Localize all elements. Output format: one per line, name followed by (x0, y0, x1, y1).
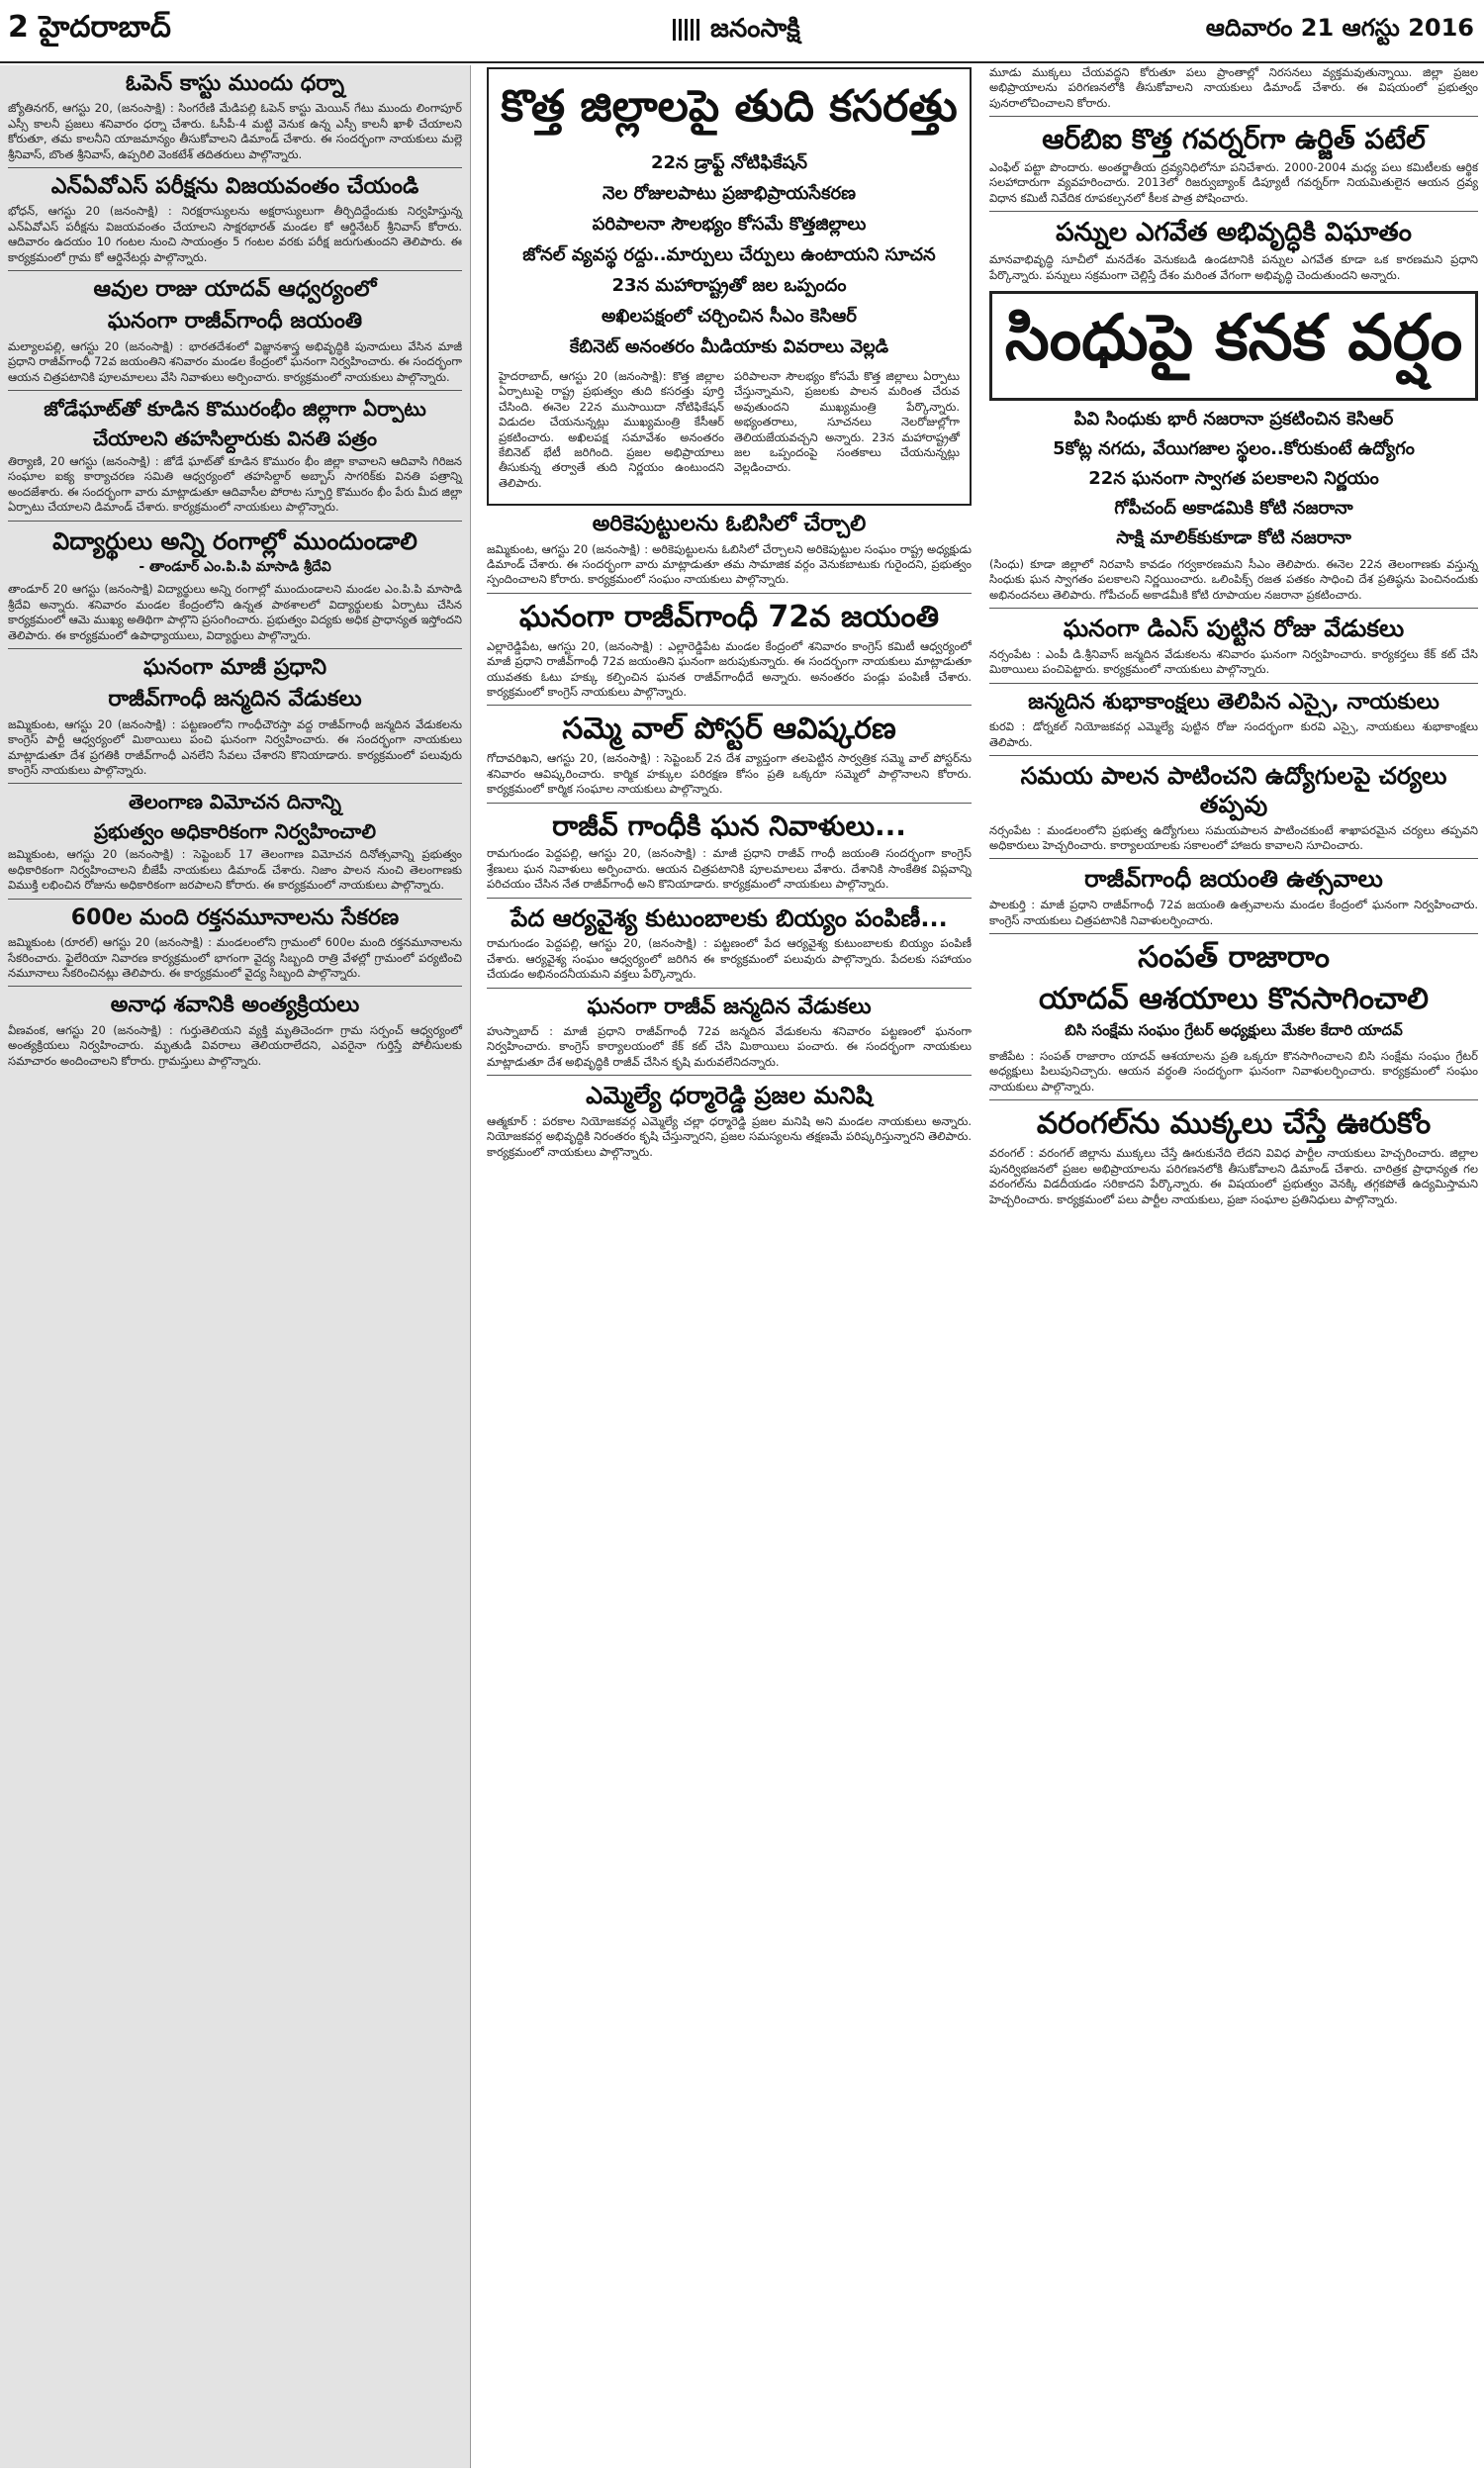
article-title: ఘనంగా డిఎస్‌ పుట్టిన రోజు వేడుకలు (1063, 615, 1405, 643)
divider (8, 167, 462, 168)
article-body: మానవాభివృద్ధి సూచీలో మనదేశం వెనుకబడి ఉండటానికి పన్నుల ఎగవేత కూడా ఒక కారణమని ప్రధాని పేర్కొన్నారు. పన్నులు సక్రమంగా చెల్లిస్తే దేశం మరింత వేగంగా అభివృద్ధి చెందుతుందని అన్నారు. (989, 252, 1478, 282)
divider (989, 858, 1478, 859)
article-body: జమ్మికుంట, ఆగస్టు 20 (జనంసాక్షి) : పట్టణంలోని గాంధీచౌరస్తా వద్ద రాజీవ్‌గాంధీ జన్మదిన వేడుకలను కాంగ్రెస్‌ పార్టీ ఆధ్వర్యంలో మిఠాయిలు పంచి ఘనంగా నిర్వహించారు. ఈ సందర్భంగా నాయకులు మాట్లాడుతూ దేశ ప్రగతికి రాజీవ్‌గాంధీ ఎనలేని సేవలు చేశారని కొనియాడారు. కార్యక్రమంలో పలువురు కాంగ్రెస్‌ నాయకులు పాల్గొన్నారు. (8, 716, 462, 778)
article-body: ఎంఫిల్‌ పట్టా పొందారు. అంతర్జాతీయ ద్రవ్యనిధిలోనూ పనిచేశారు. 2000-2004 మధ్య పలు కమిటీలకు ఆర్థిక సలహాదారుగా వ్యవహరించారు. 2013లో రిజర్వుబ్యాంక్‌ డిప్యూటీ గవర్నర్‌గా నియమితులైన ఆయన ద్రవ్య విధాన కమిటీ నివేదిక రూపకల్పనలో కీలక పాత్ర పోషించారు. (989, 159, 1478, 205)
article-title-line2: చేయాలని తహసిల్దారుకు వినతి పత్రం (93, 427, 377, 451)
article-title: అరికెపుట్టులను ఓబిసిలో చేర్చాలి (592, 512, 867, 537)
article-title: వరంగల్‌ను ముక్కలు చేస్తే ఊరుకోం (1036, 1106, 1432, 1142)
article-body: జమ్మికుంట, ఆగస్టు 20 (జనంసాక్షి) : అరికెపుట్టులను ఓబిసిలో చేర్చాలని అరికెపుట్టుల సంఘం రాష్ట్ర అధ్యక్షుడు డిమాండ్‌ చేశారు. ఈ సందర్భంగా వారు మాట్లాడుతూ తమ సామాజిక వర్గం వెనుకబాటుకు గురైందని, ప్రభుత్వం స్పందించాలని కోరారు. కార్యక్రమంలో సంఘం నాయకులు పాల్గొన్నారు. (487, 541, 972, 587)
masthead-title: జనంసాక్షి (710, 14, 800, 44)
article-body: నర్సంపేట : ఎంపీ డి.శ్రీనివాస్‌ జన్మదిన వేడుకలను శనివారం ఘనంగా నిర్వహించారు. కార్యకర్తలు కేక్‌ కట్‌ చేసి మిఠాయిలు పంచిపెట్టారు. కార్యక్రమంలో నాయకులు పాల్గొన్నారు. (989, 647, 1478, 677)
article-body: గోదావరిఖని, ఆగస్టు 20, (జనంసాక్షి) : సెప్టెంబర్‌ 2న దేశ వ్యాప్తంగా తలపెట్టిన సార్వత్రిక సమ్మె వాల్‌ పోస్టర్‌ను శనివారం ఆవిష్కరించారు. కార్మిక హక్కుల పరిరక్షణ కోసం ప్రతి ఒక్కరూ సమ్మెలో పాల్గొనాలని కోరారు. కార్యక్రమంలో కార్మిక సంఘాల నాయకులు పాల్గొన్నారు. (487, 751, 972, 797)
article-body: మల్యాలపల్లి, ఆగస్టు 20 (జనంసాక్షి) : భారతదేశంలో విజ్ఞానశాస్త్ర అభివృద్ధికి పునాదులు వేసిన మాజీ ప్రధాని రాజీవ్‌గాంధీ 72వ జయంతిని శనివారం మండల కేంద్రంలో ఘనంగా నిర్వహించారు. ఈ సందర్భంగా ఆయన చిత్రపటానికి పూలమాలలు వేసి నివాళులు అర్పించారు. కార్యక్రమంలో నాయకులు పాల్గొన్నారు. (8, 338, 462, 384)
article-title: సమ్మె వాల్‌ పోస్టర్‌ ఆవిష్కరణ (562, 712, 896, 747)
article-title: రాజీవ్‌ గాంధీకి ఘన నివాళులు... (552, 809, 906, 842)
article-title-line2: యాదవ్‌ ఆశయాలు కొనసాగించాలి (1038, 982, 1430, 1017)
article-title: జన్మదిన శుభాకాంక్షలు తెలిపిన ఎస్సై, నాయకులు (1028, 689, 1439, 714)
divider (8, 390, 462, 391)
page-date: ఆదివారం 21 ఆగస్టు 2016 (1205, 14, 1474, 42)
article-title-line2: ప్రభుత్వం అధికారికంగా నిర్వహించాలి (93, 819, 377, 844)
divider (989, 933, 1478, 934)
divider (989, 683, 1478, 684)
feature-deck: 5కోట్ల నగదు, వేయిగజాల స్థలం..కోరుకుంటే ఉద్యోగం (1053, 438, 1415, 460)
divider (8, 783, 462, 784)
article-body: నర్సంపేట : మండలంలోని ప్రభుత్వ ఉద్యోగులు సమయపాలన పాటించకుంటే శాఖాపరమైన చర్యలు తప్పవని అధికారులు హెచ్చరించారు. కార్యాలయాలకు సకాలంలో హాజరు కావాలని సూచించారు. (989, 822, 1478, 853)
article-body: హుస్నాబాద్‌ : మాజీ ప్రధాని రాజీవ్‌గాంధీ 72వ జన్మదిన వేడుకలను శనివారం పట్టణంలో ఘనంగా నిర్వహించారు. కాంగ్రెస్‌ కార్యాలయంలో కేక్‌ కట్‌ చేసి మిఠాయిలు పంచారు. ఈ సందర్భంగా నాయకులు మాట్లాడుతూ దేశ అభివృద్ధికి రాజీవ్‌ చేసిన కృషి మరువలేనిదన్నారు. (487, 1023, 972, 1069)
article-body: కురవి : డోర్నకల్‌ నియోజకవర్గ ఎమ్మెల్యే పుట్టిన రోజు సందర్భంగా కురవి ఎస్సై, నాయకులు శుభాకాంక్షలు తెలిపారు. (989, 719, 1478, 749)
article-body: (సింధు) కూడా జిల్లాలో నిరవాసి కావడం గర్వకారణమని సీఎం తెలిపారు. ఈనెల 22న తెలంగాణకు వస్తున్న సింధుకు ఘన స్వాగతం పలకాలని నిర్ణయించారు. ఒలింపిక్స్‌ రజత పతకం సాధించి దేశ ప్రతిష్ఠను పెంచినందుకు అభినందనలు తెలిపారు. గోపీచంద్‌ అకాడమీకి కోటి రూపాయల నజరానా ప్రకటించారు. (989, 557, 1478, 602)
lead-story-deck: పరిపాలనా సౌలభ్యం కోసమే కొత్తజిల్లాలు (592, 214, 867, 235)
article-title: సంపత్‌ రాజారాం (1138, 940, 1330, 976)
lead-story-deck: 22న డ్రాఫ్ట్‌ నోటిఫికేషన్‌ (651, 152, 807, 173)
feature-deck: గోపీచంద్‌ అకాడమికి కోటి నజరానా (1114, 498, 1353, 520)
article-title: పన్నుల ఎగవేత అభివృద్ధికి విఘాతం (1056, 218, 1412, 248)
article-title: ఆర్‌బిఐ కొత్త గవర్నర్‌గా ఉర్జిత్‌ పటేల్‌ (1042, 123, 1426, 156)
newspaper-logo-icon (673, 19, 702, 41)
feature-headline: సింధుపై కనక వర్షం (989, 291, 1478, 401)
article-body: హైదరాబాద్‌, ఆగస్టు 20 (జనంసాక్షి): కొత్త జిల్లాల ఏర్పాటుపై రాష్ట్ర ప్రభుత్వం తుది కసరత్తు పూర్తి చేసింది. ఈనెల 22న ముసాయిదా నోటిఫికేషన్‌ విడుదల చేయనున్నట్లు ముఖ్యమంత్రి కేసీఆర్‌ ప్రకటించారు. అఖిలపక్ష సమావేశం అనంతరం కేబినెట్‌ భేటీ జరిగింది. ప్రజల అభిప్రాయాలు తీసుకున్న తర్వాతే తుది నిర్ణయం ఉంటుందని తెలిపారు. (499, 369, 724, 490)
divider (989, 116, 1478, 117)
article-body: తిర్యాణి, 20 ఆగస్టు (జనంసాక్షి) : జోడే ఘాట్‌తో కూడిన కొమురం భీం జిల్లా కావాలని ఆదివాసి గిరిజన సంఘాల ఐక్య కార్యాచరణ సమితి ఆధ్వర్యంలో తహసిల్దార్‌ అబ్బాస్‌ సాగరిక్‌కు వినతి పత్రాన్ని అందజేశారు. ఈ సందర్భంగా వారు మాట్లాడుతూ ఆదివాసీల పోరాట స్ఫూర్తి కొమురం భీం పేరు మీద జిల్లా ఏర్పాటు చేయాలని డిమాండ్‌ చేశారు. కార్యక్రమంలో నాయకులు పాల్గొన్నారు. (8, 454, 462, 515)
feature-deck: పివి సింధుకు భారీ నజరానా ప్రకటించిన కెసిఆర్‌ (1073, 409, 1394, 430)
article-body: జమ్మికుంట, ఆగస్టు 20 (జనంసాక్షి) : సెప్టెంబర్‌ 17 తెలంగాణ విమోచన దినోత్సవాన్ని ప్రభుత్వం అధికారికంగా నిర్వహించాలని బీజేపీ నాయకులు డిమాండ్‌ చేశారు. నిజాం పాలన నుంచి తెలంగాణకు విముక్తి లభించిన రోజును అధికారికంగా జరపాలని కోరారు. ఈ కార్యక్రమంలో నాయకులు పాల్గొన్నారు. (8, 847, 462, 893)
divider (8, 521, 462, 522)
article-body: మూడు ముక్కలు చేయవద్దని కోరుతూ పలు ప్రాంతాల్లో నిరసనలు వ్యక్తమవుతున్నాయి. జిల్లా ప్రజల అభిప్రాయాలను పరిగణనలోకి తీసుకోవాలని నాయకులు డిమాండ్‌ చేశారు. ఈ విషయంలో ప్రభుత్వం పునరాలోచించాలని కోరారు. (989, 65, 1478, 110)
lead-story-text (499, 369, 960, 496)
divider (8, 648, 462, 649)
lead-story-deck: కేబినెట్‌ అనంతరం మీడియాకు వివరాలు వెల్లడి (569, 336, 889, 357)
masthead (673, 14, 800, 49)
divider (8, 986, 462, 987)
article-body: ఆత్మకూర్‌ : పరకాల నియోజకవర్గ ఎమ్మెల్యే చల్లా ధర్మారెడ్డి ప్రజల మనిషి అని మండల నాయకులు అన్నారు. నియోజకవర్గ అభివృద్ధికి నిరంతరం కృషి చేస్తున్నారని, ప్రజల సమస్యలను తక్షణమే పరిష్కరిస్తున్నారని తెలిపారు. కార్యక్రమంలో నాయకులు పాల్గొన్నారు. (487, 1113, 972, 1159)
divider (8, 270, 462, 271)
article-title-line2: రాజీవ్‌గాంధీ జన్మదిన వేడుకలు (108, 687, 362, 713)
article-title: ఆవుల రాజు యాదవ్‌ ఆధ్వర్యంలో (93, 277, 377, 303)
article-body: భోధన్‌, ఆగస్టు 20 (జనంసాక్షి) : నిరక్షరాస్యులను అక్షరాస్యులుగా తీర్చిదిద్దేందుకు నిర్వహిస్తున్న ఎన్‌ఏవోఎస్‌ పరీక్షను విజయవంతం చేయాలని సాక్షరభారత్‌ మండల కో ఆర్డినేటర్‌ శ్రీనివాస్‌ కోరారు. ఆదివారం ఉదయం 10 గంటల నుంచి సాయంత్రం 5 గంటల వరకు పరీక్ష జరుగుతుందని తెలిపారు. ఈ కార్యక్రమంలో గ్రామ కో ఆర్డినేటర్లు పాల్గొన్నారు. (8, 204, 462, 264)
article-title: తెలంగాణ విమోచన దినాన్ని (129, 790, 341, 814)
lead-story-deck: నెల రోజులపాటు ప్రజాభిప్రాయసేకరణ (602, 183, 857, 204)
divider (487, 898, 972, 899)
feature-deck: సాక్షి మాలిక్‌కుకూడా కోటి నజరానా (1116, 527, 1351, 549)
divider (487, 988, 972, 989)
right-column (989, 65, 1484, 2468)
article-title: అనాధ శవానికి అంత్యక్రియలు (110, 993, 360, 1018)
article-title: సమయ పాలన పాటించని ఉద్యోగులపై చర్యలు తప్పవు (1020, 762, 1447, 818)
article-title: విద్యార్థులు అన్ని రంగాల్లో ముందుండాలి (52, 526, 417, 555)
divider (989, 211, 1478, 212)
article-title: 600ల మంది రక్తనమూనాలను సేకరణ (70, 904, 400, 930)
divider (487, 705, 972, 706)
article-body: కాజీపేట : సంపత్‌ రాజారాం యాదవ్‌ ఆశయాలను ప్రతి ఒక్కరూ కొనసాగించాలని బిసి సంక్షేమ సంఘం గ్రేటర్‌ అధ్యక్షులు పిలుపునిచ్చారు. ఆయన వర్ధంతి సందర్భంగా ఘనంగా నివాళులర్పించారు. కార్యక్రమంలో సంఘం నాయకులు పాల్గొన్నారు. (989, 1049, 1478, 1094)
article-body: తాండూర్‌ 20 ఆగస్టు (జనంసాక్షి) విద్యార్థులు అన్ని రంగాల్లో ముందుండాలని మండల ఎం.పి.పి మాసాడి శ్రీదేవి అన్నారు. శనివారం మండల కేంద్రంలోని ఉన్నత పాఠశాలలో విద్యార్థులకు ఏర్పాటు చేసిన కార్యక్రమంలో ఆమె ముఖ్య అతిథిగా పాల్గొని ప్రసంగించారు. ప్రభుత్వం విద్యకు అధిక ప్రాధాన్యత ఇస్తోందని తెలిపారు. ఈ కార్యక్రమంలో ఉపాధ్యాయులు, విద్యార్థులు పాల్గొన్నారు. (8, 582, 462, 642)
article-title: ఘనంగా మాజీ ప్రధాని (142, 655, 327, 681)
page-label: 2 హైదరాబాద్ (8, 10, 171, 45)
article-body: రామగుండం పెద్దపల్లి, ఆగస్టు 20, (జనంసాక్షి) : మాజీ ప్రధాని రాజీవ్‌ గాంధీ జయంతి సందర్భంగా కాంగ్రెస్‌ శ్రేణులు ఘన నివాళులు అర్పించారు. ఆయన చిత్రపటానికి పూలమాలలు వేశారు. దేశానికి సాంకేతిక విప్లవాన్ని పరిచయం చేసిన నేత రాజీవ్‌గాంధీ అని కొనియాడారు. కార్యక్రమంలో నాయకులు పాల్గొన్నారు. (487, 846, 972, 892)
article-byline: బిసి సంక్షేమ సంఘం గ్రేటర్‌ అధ్యక్షులు మేకల కేదారి యాదవ్‌ (1065, 1021, 1403, 1040)
article-body: జమ్మికుంట (రూరల్‌) ఆగస్టు 20 (జనంసాక్షి) : మండలంలోని గ్రామంలో 600ల మంది రక్తనమూనాలను సేకరించారు. ఫైలేరియా నివారణ కార్యక్రమంలో భాగంగా వైద్య సిబ్బంది రాత్రి వేళల్లో గ్రామంలో పర్యటించి నమూనాలు సేకరించినట్లు తెలిపారు. ఈ కార్యక్రమంలో వైద్య సిబ్బంది పాల్గొన్నారు. (8, 935, 462, 980)
article-body: వరంగల్‌ : వరంగల్‌ జిల్లాను ముక్కలు చేస్తే ఊరుకునేది లేదని వివిధ పార్టీల నాయకులు హెచ్చరించారు. జిల్లాల పునర్విభజనలో ప్రజల అభిప్రాయాలను పరిగణనలోకి తీసుకోవాలని డిమాండ్‌ చేశారు. చారిత్రక ప్రాధాన్యత గల వరంగల్‌ను విడదీయడం సరికాదని పేర్కొన్నారు. ఈ విషయంలో ప్రభుత్వం వెనక్కి తగ్గకపోతే ఉద్యమిస్తామని హెచ్చరించారు. కార్యక్రమంలో పలు పార్టీల నాయకులు, ప్రజా సంఘాల ప్రతినిధులు పాల్గొన్నారు. (989, 1146, 1478, 1206)
article-title: ఘనంగా రాజీవ్‌గాంధీ 72వ జయంతి (518, 599, 940, 634)
article-body: పాలకుర్తి : మాజీ ప్రధాని రాజీవ్‌గాంధీ 72వ జయంతి ఉత్సవాలను మండల కేంద్రంలో ఘనంగా నిర్వహించారు. కాంగ్రెస్‌ నాయకులు చిత్రపటానికి నివాళులర్పించారు. (989, 898, 1478, 927)
feature-deck: 22న ఘనంగా స్వాగత పలకాలని నిర్ణయం (1088, 468, 1379, 490)
article-title: పేద ఆర్యవైశ్య కుటుంబాలకు బియ్యం పంపిణీ... (510, 904, 948, 932)
article-body: జ్యోతినగర్‌, ఆగస్టు 20, (జనంసాక్షి) : సింగరేణి మేడిపల్లి ఓపెన్‌ కాస్టు మెయిన్‌ గేటు ముందు లింగాపూర్‌ ఎస్సీ కాలనీ ప్రజలు శనివారం ధర్నా చేశారు. ఓసీపీ-4 మట్టి వెనుక ఉన్న ఎస్సీ కాలనీ ఖాళీ చేయాలని కోరుతూ, తమ కాలనీని యాజమాన్యం తీసుకోవాలని డిమాండ్‌ చేశారు. ఈ సందర్భంగా నాయకులు మల్లె శ్రీనివాస్‌, బొంత శ్రీనివాస్‌, ఉప్పరిలి వెంకటేశ్‌ తదితరులు పాల్గొన్నారు. (8, 101, 462, 161)
lead-story-deck: 23న మహారాష్ట్రతో జల ఒప్పందం (611, 275, 847, 296)
article-body: పరిపాలనా సౌలభ్యం కోసమే కొత్త జిల్లాలు ఏర్పాటు చేస్తున్నామని, ప్రజలకు పాలన మరింత చేరువ అవుతుందని ముఖ్యమంత్రి పేర్కొన్నారు. అభ్యంతరాలు, సూచనలు నెలరోజుల్లోగా తెలియజేయవచ్చని అన్నారు. 23న మహారాష్ట్రతో జల ఒప్పందంపై సంతకాలు చేయనున్నట్లు వెల్లడించారు. (734, 369, 960, 475)
divider (487, 1075, 972, 1076)
divider (989, 608, 1478, 609)
lead-story-box (487, 67, 972, 506)
article-title-line2: ఘనంగా రాజీవ్‌గాంధీ జయంతి (107, 309, 363, 334)
left-column (0, 65, 471, 2468)
lead-story-deck: జోనల్‌ వ్యవస్థ రద్దు..మార్పులు చేర్పులు ఉంటాయని సూచన (522, 244, 936, 265)
page-header (0, 0, 1484, 63)
article-subtitle: - తాండూర్‌ ఎం.పి.పి మాసాడి శ్రీదేవి (139, 559, 331, 576)
divider (989, 1099, 1478, 1100)
article-title: ఘనంగా రాజీవ్‌ జన్మదిన వేడుకలు (587, 994, 872, 1019)
divider (989, 755, 1478, 756)
article-body: ఎల్లారెడ్డిపేట, ఆగస్టు 20, (జనంసాక్షి) : ఎల్లారెడ్డిపేట మండల కేంద్రంలో శనివారం కాంగ్రెస్‌ కమిటీ ఆధ్వర్యంలో మాజీ ప్రధాని రాజీవ్‌గాంధీ 72వ జయంతిని ఘనంగా జరుపుకున్నారు. ఈ సందర్భంగా నాయకులు మాట్లాడుతూ యువతకు ఓటు హక్కు కల్పించిన ఘనత రాజీవ్‌గాంధీదే అన్నారు. అనంతరం పండ్లు పంపిణీ చేశారు. కార్యక్రమంలో కాంగ్రెస్‌ నాయకులు పాల్గొన్నారు. (487, 638, 972, 700)
article-title: రాజీవ్‌గాంధీ జయంతి ఉత్సవాలు (1084, 865, 1383, 894)
article-title: ఎమ్మెల్యే ధర్మారెడ్డి ప్రజల మనిషి (586, 1082, 873, 1110)
middle-column (487, 65, 972, 2468)
lead-story-deck: అఖిలపక్షంలో చర్చించిన సీఎం కెసిఆర్‌ (602, 306, 857, 327)
article-title: జోడేఘాట్‌తో కూడిన కొమురంభీం జిల్లాగా ఏర్పాటు (44, 397, 426, 422)
divider (8, 899, 462, 900)
article-title: ఎన్‌ఏవోఎస్‌ పరీక్షను విజయవంతం చేయండి (50, 174, 419, 200)
article-body: వీణవంక, ఆగస్టు 20 (జనంసాక్షి) : గుర్తుతెలియని వ్యక్తి మృతిచెందగా గ్రామ సర్పంచ్‌ ఆధ్వర్యంలో అంత్యక్రియలు నిర్వహించారు. మృతుడి వివరాలు తెలియరాలేదని, ఎవరైనా గుర్తిస్తే పోలీసులకు సమాచారం అందించాలని కోరారు. గ్రామస్తులు పాల్గొన్నారు. (8, 1022, 462, 1068)
article-title: ఓపెన్‌ కాస్టు ముందు ధర్నా (126, 71, 344, 96)
article-body: రామగుండం పెద్దపల్లి, ఆగస్టు 20, (జనంసాక్షి) : పట్టణంలో పేద ఆర్యవైశ్య కుటుంబాలకు బియ్యం పంపిణీ చేశారు. ఆర్యవైశ్య సంఘం ఆధ్వర్యంలో జరిగిన ఈ కార్యక్రమంలో పలువురు పాల్గొన్నారు. పేదలకు సహాయం చేయడం అభినందనీయమని వక్తలు పేర్కొన్నారు. (487, 936, 972, 982)
divider (487, 803, 972, 804)
divider (487, 593, 972, 594)
lead-story-title: కొత్త జిల్లాలపై తుది కసరత్తు (501, 81, 958, 132)
